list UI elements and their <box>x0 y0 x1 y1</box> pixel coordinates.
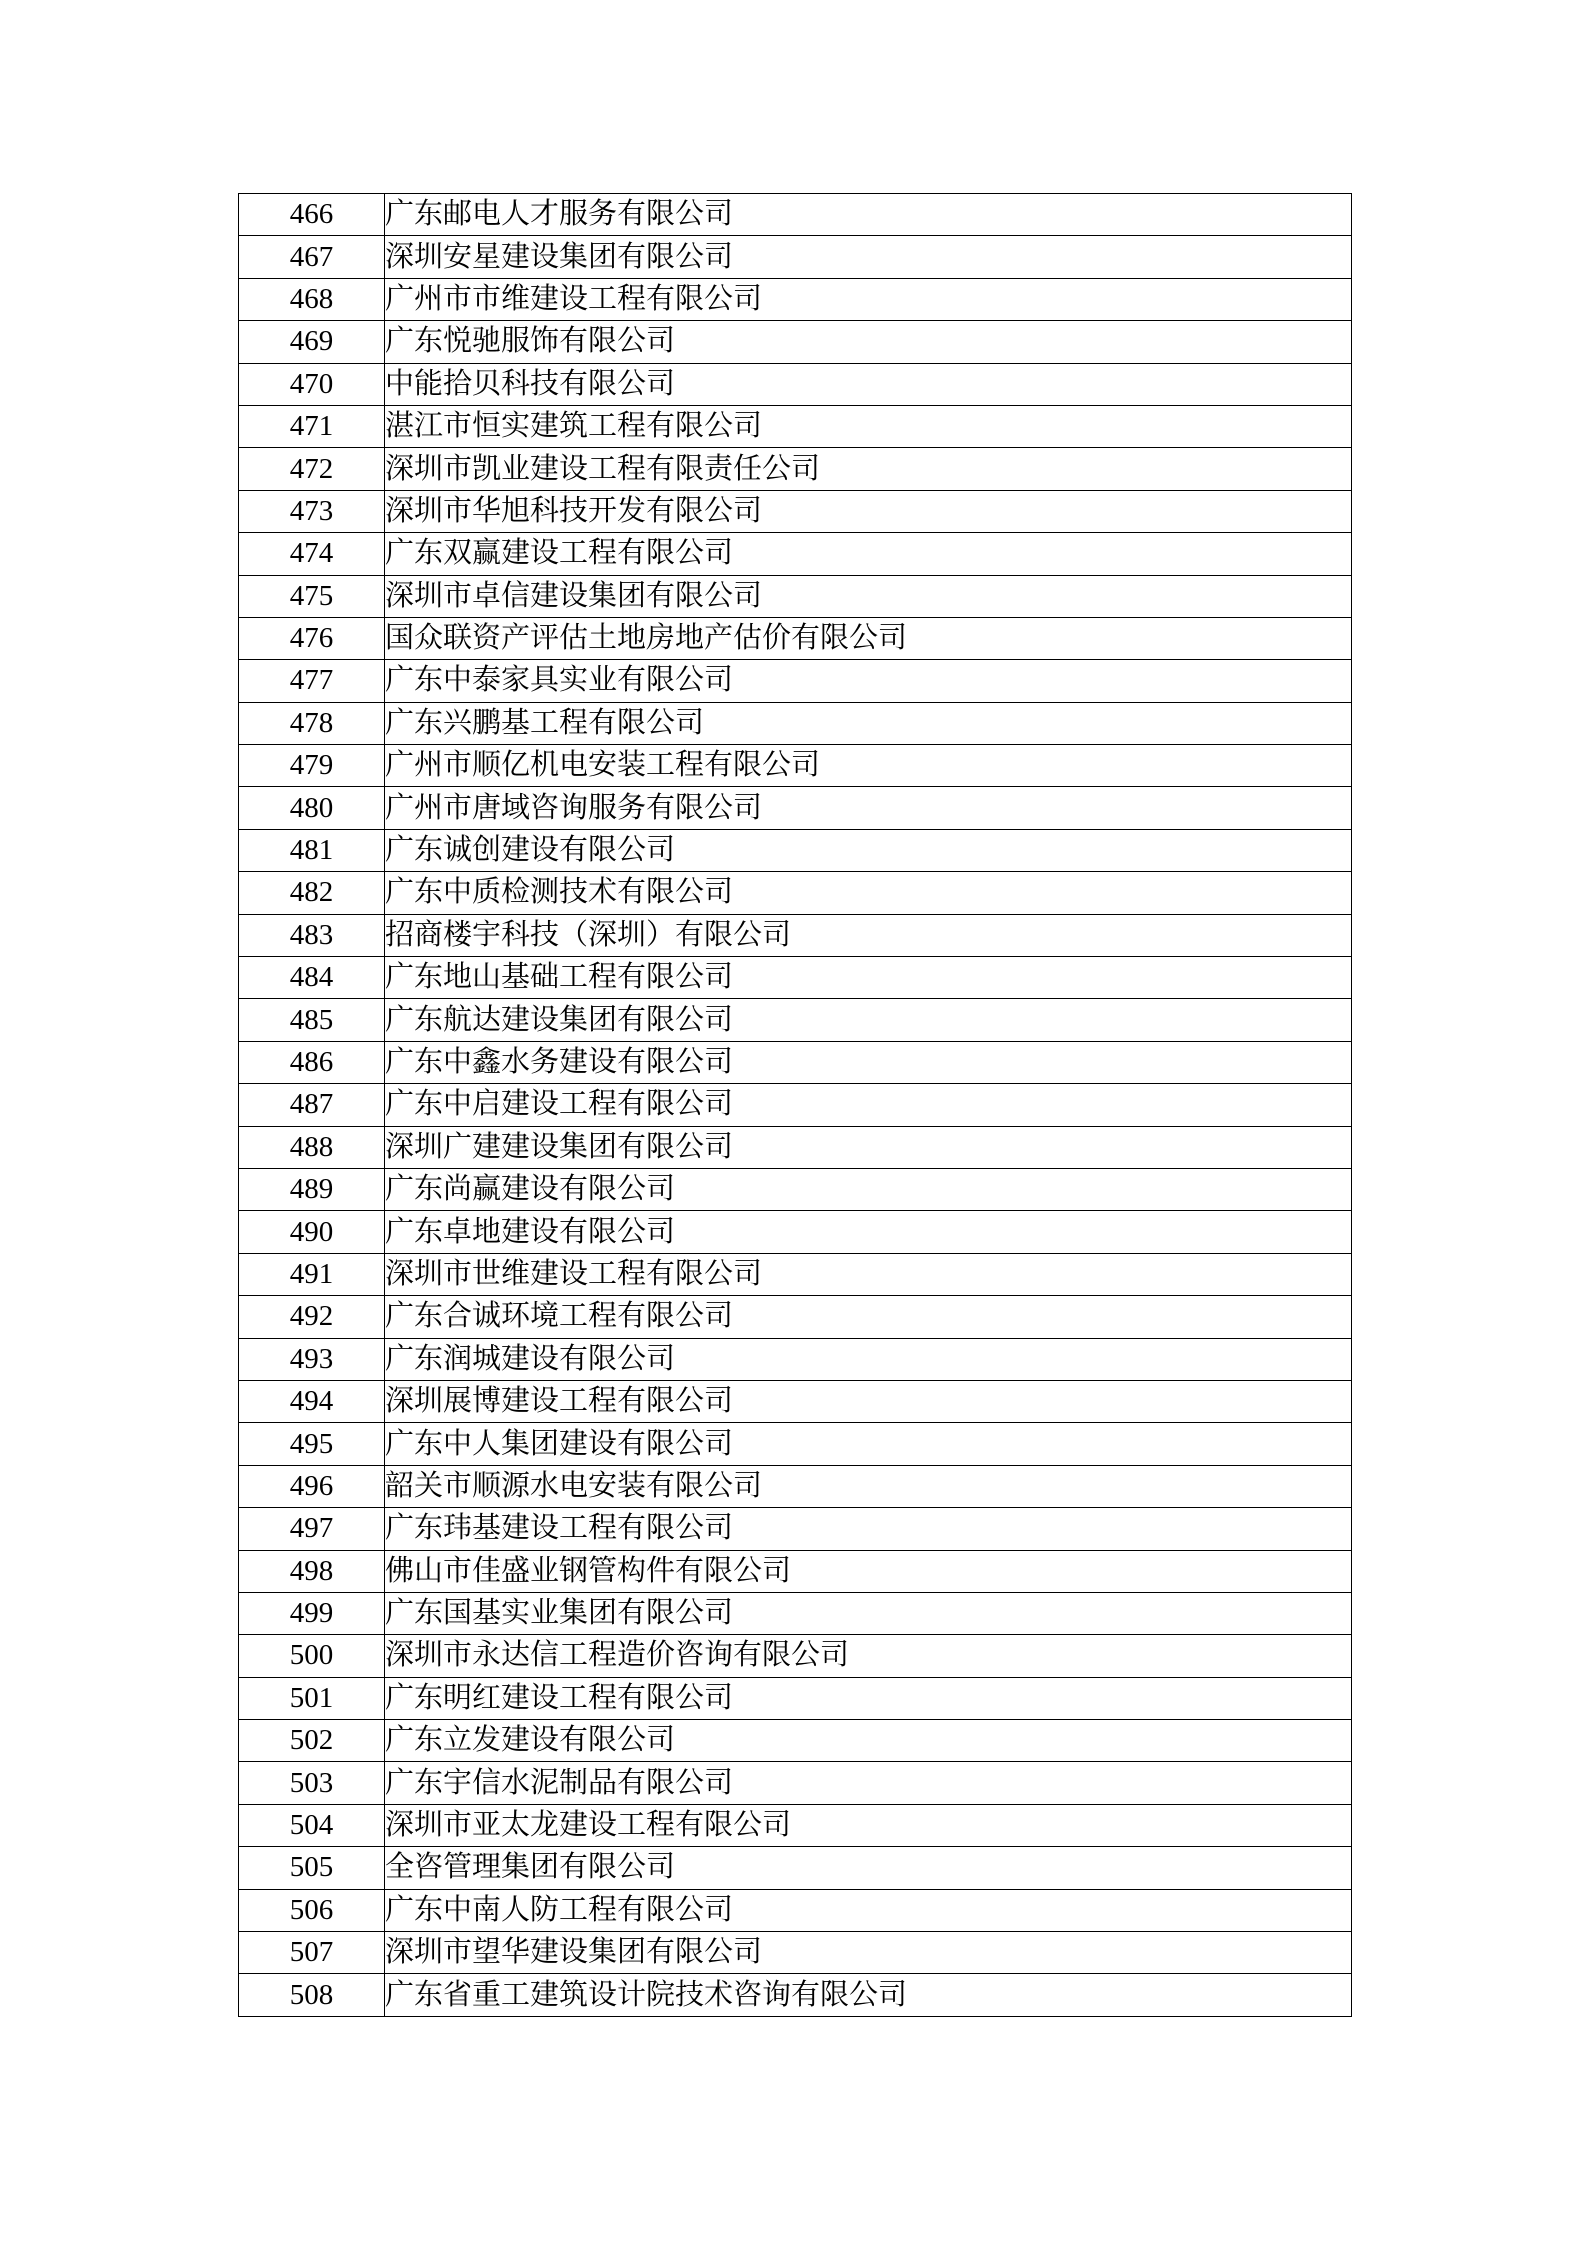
company-name-cell: 国众联资产评估土地房地产估价有限公司 <box>385 617 1352 659</box>
company-name-cell: 广东地山基础工程有限公司 <box>385 957 1352 999</box>
table-row <box>239 321 1352 363</box>
company-name-cell: 广东诚创建设有限公司 <box>385 829 1352 871</box>
row-number-cell: 471 <box>239 405 385 447</box>
table-row <box>239 236 1352 278</box>
table-row <box>239 1974 1352 2016</box>
row-number-cell: 476 <box>239 617 385 659</box>
table-row <box>239 1932 1352 1974</box>
table-row <box>239 617 1352 659</box>
row-number-cell: 483 <box>239 914 385 956</box>
row-number-cell: 496 <box>239 1465 385 1507</box>
company-name-cell: 广东玮基建设工程有限公司 <box>385 1508 1352 1550</box>
row-number-cell: 484 <box>239 957 385 999</box>
company-name-cell: 广州市顺亿机电安装工程有限公司 <box>385 745 1352 787</box>
row-number-cell: 467 <box>239 236 385 278</box>
table-row <box>239 1889 1352 1931</box>
row-number-cell: 485 <box>239 999 385 1041</box>
table-row <box>239 363 1352 405</box>
row-number-cell: 492 <box>239 1296 385 1338</box>
company-name-cell: 广东中质检测技术有限公司 <box>385 872 1352 914</box>
table-row <box>239 448 1352 490</box>
table-row <box>239 1804 1352 1846</box>
company-name-cell: 广州市唐域咨询服务有限公司 <box>385 787 1352 829</box>
table-row <box>239 660 1352 702</box>
table-row <box>239 405 1352 447</box>
row-number-cell: 468 <box>239 278 385 320</box>
row-number-cell: 489 <box>239 1168 385 1210</box>
company-name-cell: 深圳安星建设集团有限公司 <box>385 236 1352 278</box>
company-name-cell: 深圳市华旭科技开发有限公司 <box>385 490 1352 532</box>
company-name-cell: 深圳广建建设集团有限公司 <box>385 1126 1352 1168</box>
company-name-cell: 广东润城建设有限公司 <box>385 1338 1352 1380</box>
company-name-cell: 广东兴鹏基工程有限公司 <box>385 702 1352 744</box>
table-row <box>239 1508 1352 1550</box>
row-number-cell: 494 <box>239 1380 385 1422</box>
row-number-cell: 491 <box>239 1253 385 1295</box>
table-row <box>239 1126 1352 1168</box>
table-row <box>239 1592 1352 1634</box>
company-name-cell: 湛江市恒实建筑工程有限公司 <box>385 405 1352 447</box>
company-name-cell: 广东明红建设工程有限公司 <box>385 1677 1352 1719</box>
row-number-cell: 493 <box>239 1338 385 1380</box>
company-list-body <box>239 194 1352 2017</box>
row-number-cell: 470 <box>239 363 385 405</box>
row-number-cell: 478 <box>239 702 385 744</box>
table-row <box>239 1041 1352 1083</box>
table-row <box>239 1380 1352 1422</box>
table-row <box>239 1253 1352 1295</box>
company-name-cell: 广东邮电人才服务有限公司 <box>385 194 1352 236</box>
row-number-cell: 508 <box>239 1974 385 2016</box>
company-name-cell: 广东省重工建筑设计院技术咨询有限公司 <box>385 1974 1352 2016</box>
row-number-cell: 473 <box>239 490 385 532</box>
row-number-cell: 499 <box>239 1592 385 1634</box>
table-row <box>239 745 1352 787</box>
table-row <box>239 1762 1352 1804</box>
table-row <box>239 1847 1352 1889</box>
company-name-cell: 深圳市卓信建设集团有限公司 <box>385 575 1352 617</box>
table-row <box>239 914 1352 956</box>
row-number-cell: 469 <box>239 321 385 363</box>
company-name-cell: 全咨管理集团有限公司 <box>385 1847 1352 1889</box>
company-name-cell: 招商楼宇科技（深圳）有限公司 <box>385 914 1352 956</box>
table-row <box>239 533 1352 575</box>
row-number-cell: 506 <box>239 1889 385 1931</box>
table-row <box>239 194 1352 236</box>
company-name-cell: 深圳市凯业建设工程有限责任公司 <box>385 448 1352 490</box>
company-name-cell: 佛山市佳盛业钢管构件有限公司 <box>385 1550 1352 1592</box>
row-number-cell: 466 <box>239 194 385 236</box>
table-row <box>239 575 1352 617</box>
row-number-cell: 472 <box>239 448 385 490</box>
table-row <box>239 829 1352 871</box>
row-number-cell: 497 <box>239 1508 385 1550</box>
table-row <box>239 490 1352 532</box>
table-row <box>239 957 1352 999</box>
company-name-cell: 广东尚赢建设有限公司 <box>385 1168 1352 1210</box>
company-name-cell: 广东悦驰服饰有限公司 <box>385 321 1352 363</box>
table-row <box>239 1211 1352 1253</box>
table-row <box>239 1296 1352 1338</box>
company-name-cell: 广东国基实业集团有限公司 <box>385 1592 1352 1634</box>
row-number-cell: 487 <box>239 1084 385 1126</box>
company-name-cell: 广东合诚环境工程有限公司 <box>385 1296 1352 1338</box>
row-number-cell: 501 <box>239 1677 385 1719</box>
table-row <box>239 1465 1352 1507</box>
row-number-cell: 505 <box>239 1847 385 1889</box>
company-name-cell: 广东中启建设工程有限公司 <box>385 1084 1352 1126</box>
company-name-cell: 广东中人集团建设有限公司 <box>385 1423 1352 1465</box>
row-number-cell: 481 <box>239 829 385 871</box>
company-name-cell: 广东宇信水泥制品有限公司 <box>385 1762 1352 1804</box>
company-name-cell: 中能拾贝科技有限公司 <box>385 363 1352 405</box>
row-number-cell: 475 <box>239 575 385 617</box>
company-name-cell: 广州市市维建设工程有限公司 <box>385 278 1352 320</box>
row-number-cell: 498 <box>239 1550 385 1592</box>
row-number-cell: 486 <box>239 1041 385 1083</box>
table-row <box>239 1338 1352 1380</box>
table-row <box>239 872 1352 914</box>
row-number-cell: 490 <box>239 1211 385 1253</box>
row-number-cell: 507 <box>239 1932 385 1974</box>
table-row <box>239 1168 1352 1210</box>
table-row <box>239 702 1352 744</box>
row-number-cell: 503 <box>239 1762 385 1804</box>
table-row <box>239 1635 1352 1677</box>
company-name-cell: 广东航达建设集团有限公司 <box>385 999 1352 1041</box>
company-list-table <box>238 193 1352 2017</box>
company-name-cell: 广东中泰家具实业有限公司 <box>385 660 1352 702</box>
company-name-cell: 广东双赢建设工程有限公司 <box>385 533 1352 575</box>
row-number-cell: 482 <box>239 872 385 914</box>
company-name-cell: 深圳展博建设工程有限公司 <box>385 1380 1352 1422</box>
table-row <box>239 1423 1352 1465</box>
company-name-cell: 广东中鑫水务建设有限公司 <box>385 1041 1352 1083</box>
company-name-cell: 深圳市永达信工程造价咨询有限公司 <box>385 1635 1352 1677</box>
row-number-cell: 495 <box>239 1423 385 1465</box>
row-number-cell: 480 <box>239 787 385 829</box>
company-name-cell: 广东卓地建设有限公司 <box>385 1211 1352 1253</box>
row-number-cell: 477 <box>239 660 385 702</box>
row-number-cell: 488 <box>239 1126 385 1168</box>
row-number-cell: 479 <box>239 745 385 787</box>
company-name-cell: 深圳市亚太龙建设工程有限公司 <box>385 1804 1352 1846</box>
table-row <box>239 787 1352 829</box>
table-row <box>239 1084 1352 1126</box>
company-name-cell: 广东中南人防工程有限公司 <box>385 1889 1352 1931</box>
table-row <box>239 278 1352 320</box>
company-name-cell: 深圳市世维建设工程有限公司 <box>385 1253 1352 1295</box>
row-number-cell: 500 <box>239 1635 385 1677</box>
table-row <box>239 1550 1352 1592</box>
company-name-cell: 广东立发建设有限公司 <box>385 1720 1352 1762</box>
company-name-cell: 深圳市望华建设集团有限公司 <box>385 1932 1352 1974</box>
row-number-cell: 502 <box>239 1720 385 1762</box>
table-row <box>239 1677 1352 1719</box>
table-row <box>239 999 1352 1041</box>
row-number-cell: 474 <box>239 533 385 575</box>
table-row <box>239 1720 1352 1762</box>
company-name-cell: 韶关市顺源水电安装有限公司 <box>385 1465 1352 1507</box>
row-number-cell: 504 <box>239 1804 385 1846</box>
